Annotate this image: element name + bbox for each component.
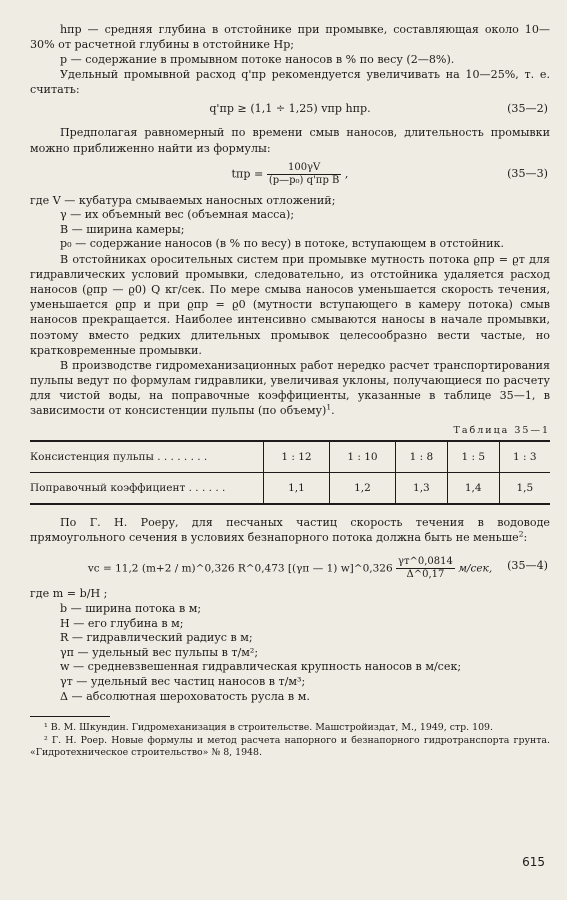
footnote-ref-2: 2: [518, 529, 524, 539]
table-caption: Таблица 35—1: [453, 425, 550, 437]
page-number: 615: [522, 854, 545, 869]
table-cell: 1 : 5: [447, 442, 499, 473]
equation-35-4-denominator: Δ^0,17: [406, 569, 445, 581]
equation-35-4-numerator: γт^0,0814: [397, 556, 453, 568]
footnote-1: ¹ В. М. Шкундин. Гидромеханизация в строительстве. Машстройиздат, М., 1949, стр. 109.: [44, 722, 494, 734]
equation-35-4-fraction: [396, 556, 455, 581]
equation-35-2-body: q'пр ≥ (1,1 ÷ 1,25) vпр hпр.: [209, 102, 371, 116]
footnote-separator: [30, 716, 110, 717]
equation-35-3-fraction: [267, 162, 342, 187]
where2-gamma-p: γп — удельный вес пульпы в т/м²;: [60, 645, 259, 659]
variable-list-2: [30, 587, 550, 704]
equation-35-3-tail: ,: [344, 167, 349, 181]
where-gamma: γ — их объемный вес (объемная масса);: [60, 208, 295, 222]
correction-table: [30, 442, 550, 503]
equation-35-2-number: (35—2): [507, 102, 548, 116]
text-column: [30, 22, 550, 759]
where2-delta: Δ — абсолютная шероховатость русла в м.: [60, 689, 310, 703]
paragraph-p: p — содержание в промывном потоке наносов в % по весу (2—8%).: [60, 53, 455, 67]
equation-35-4-middle: (m+2 / m)^0,326 R^0,473 [(γп — 1) w]^0,326: [141, 562, 393, 575]
where2-m: где m = b/H ;: [30, 587, 108, 601]
equation-35-4-lhs: vс = 11,2: [87, 562, 139, 575]
table-cell-label: Консистенция пульпы . . . . . . . .: [30, 450, 208, 463]
table-cell: 1 : 12: [264, 442, 330, 473]
equation-35-2: [30, 101, 550, 118]
where-lead: где: [30, 193, 50, 207]
paragraph-irrigation-settlers: В отстойниках оросительных систем при промывке мутность потока ϱпр = ϱт для гидравлических условий промывки, следовательно, из отстойника удаляется расход наносов (ϱпр — ϱ0) Q кг/сек. По мере смыва наносов уменьшается скорость течения, уменьшается ϱпр и при ϱпр = ϱ0 (мутности вступающего в камеру потока) смыв наносов прекращается. Наиболее интенсивно смываются наносы в начале промывки, поэтому вместо редких длительных промывок целесообразно вести частые, но кратковременные промывки.: [30, 253, 550, 357]
equation-35-3-number: (35—3): [507, 166, 548, 180]
where-v: V — кубатура смываемых наносных отложений;: [52, 193, 336, 207]
where2-r: R — гидравлический радиус в м;: [60, 631, 253, 645]
footnote-2: ² Г. Н. Роер. Новые формулы и метод расчета напорного и безнапорного гидротранспорта грунта. «Гидротехническое строительство» № 8, 1948.: [30, 734, 550, 758]
variable-list-1: [30, 194, 550, 252]
table-cell: 1,4: [447, 473, 499, 504]
footnote-ref-1: 1: [326, 402, 332, 412]
table-cell: 1,3: [395, 473, 447, 504]
table-cell: 1,5: [499, 473, 550, 504]
table-bottom-rule: [30, 503, 550, 505]
where-b: B — ширина камеры;: [60, 222, 185, 236]
where2-gamma-t: γт — удельный вес частиц наносов в т/м³;: [60, 674, 306, 688]
paragraph-hpr: hпр — средняя глубина в отстойнике при промывке, составляющая около 10—30% от расчетной глубины в отстойнике Hр;: [30, 23, 550, 52]
where2-b: b — ширина потока в м;: [60, 601, 202, 615]
table-cell: 1 : 10: [329, 442, 395, 473]
equation-35-3-denominator: (p—p₀) q'пр B: [268, 174, 340, 186]
where2-w: w — средневзвешенная гидравлическая крупность наносов в м/сек;: [60, 660, 462, 674]
paragraph-specific-discharge: Удельный промывной расход q'пр рекомендуется увеличивать на 10—25%, т. е. считать:: [30, 68, 550, 97]
equation-35-4: [30, 547, 550, 585]
where-p0: p₀ — содержание наносов (в % по весу) в потоке, вступающем в отстойник.: [60, 237, 504, 251]
equation-35-4-number: (35—4): [507, 559, 548, 573]
paragraph-washout-duration: Предполагая равномерный по времени смыв наносов, длительность промывки можно приближенно найти из формулы:: [30, 126, 550, 155]
table-row-coefficient: [30, 473, 550, 504]
table-cell: 1 : 8: [395, 442, 447, 473]
equation-35-3-numerator: 100γV: [267, 162, 342, 175]
where2-h: H — его глубина в м;: [60, 616, 184, 630]
table-cell: 1,1: [264, 473, 330, 504]
table-row-consistency: [30, 442, 550, 473]
paragraph-hydromechanization: В производстве гидромеханизационных работ нередко расчет транспортирования пульпы ведут по формулам гидравлики, увеличивая уклоны, получающиеся по расчету для чистой воды, на поправочные коэффициенты, указанные в таблице 35—1, в зависимости от консистенции пульпы (по объему)$^1$.: [30, 358, 550, 417]
table-cell: 1,2: [329, 473, 395, 504]
equation-35-3: [30, 158, 550, 190]
table-cell: 1 : 3: [499, 442, 550, 473]
table-cell-label: Поправочный коэффициент . . . . . .: [30, 481, 226, 494]
paragraph-roer: По Г. Н. Роеру, для песчаных частиц скорость течения в водоводе прямоугольного сечения в условиях безнапорного потока должна быть не меньше$^2$:: [30, 516, 550, 545]
equation-35-3-lhs: tпр =: [231, 167, 264, 181]
equation-35-4-unit: м/сек,: [458, 562, 493, 575]
